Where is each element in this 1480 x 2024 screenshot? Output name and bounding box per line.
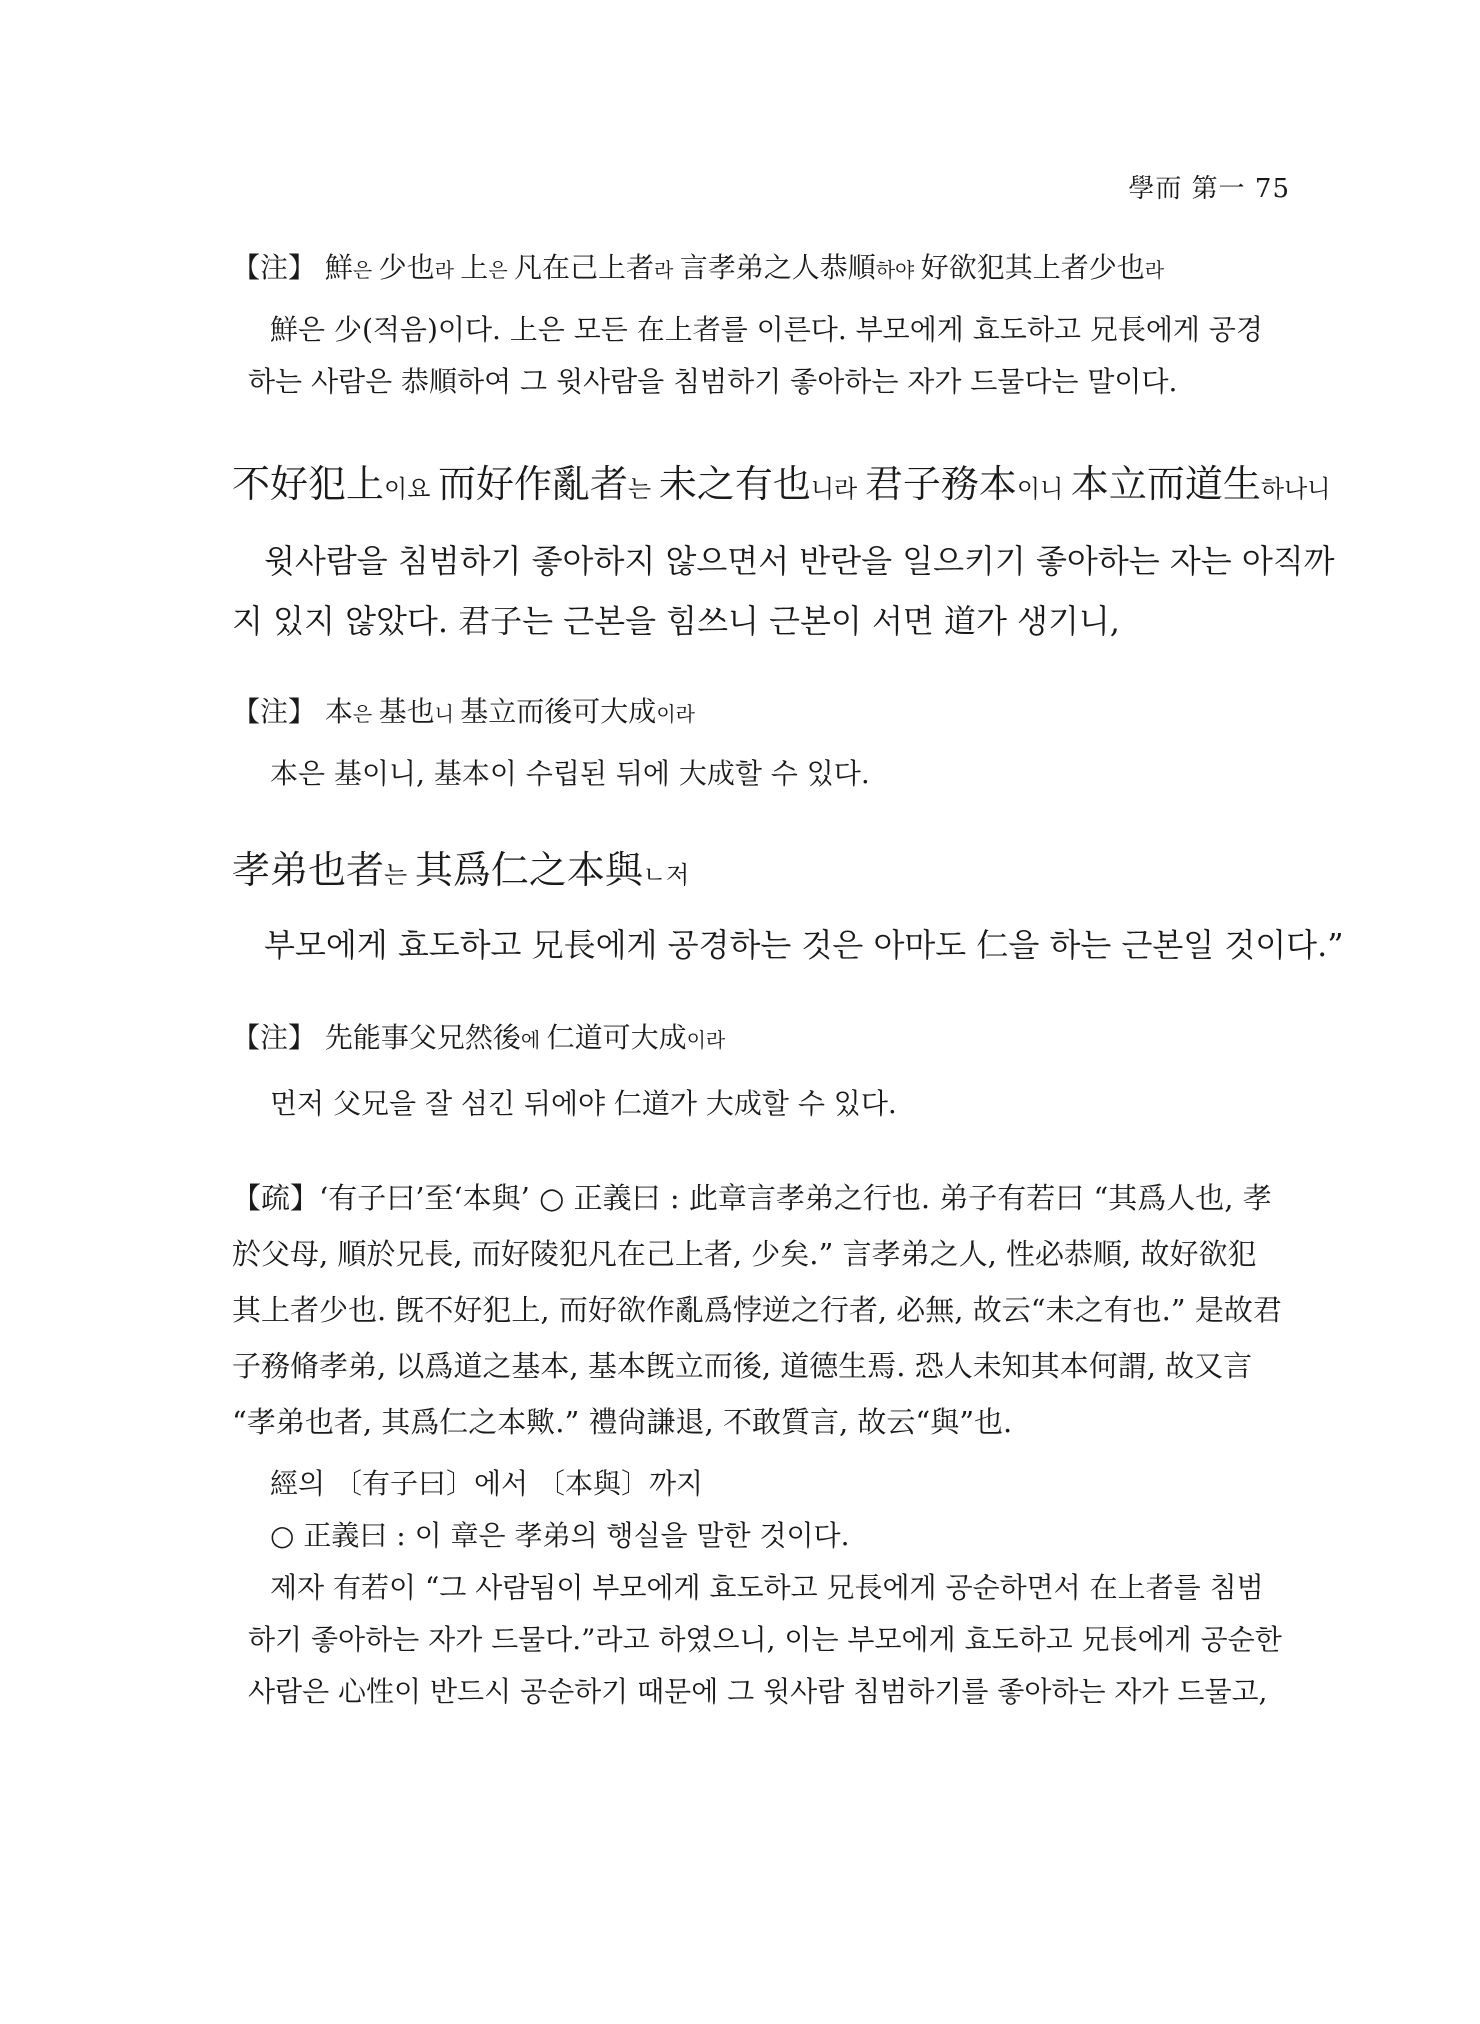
note-translation: 먼저 父兄을 잘 섬긴 뒤에야 仁道가 大成할 수 있다. xyxy=(270,1087,897,1120)
note-section-2 xyxy=(232,692,1292,800)
note-translation: 本은 基이니, 基本이 수립된 뒤에 大成할 수 있다. xyxy=(270,757,870,790)
sub-commentary-translation: 經의 〔有子曰〕에서 〔本與〕까지 ○ 正義曰 : 이 章은 孝弟의 행실을 말한 것이다. 제자 有若이 “그 사람됨이 부모에게 효도하고 兄長에게 공순하면서 在上者를 침범 하기 좋아하는 자가 드물다.”라고 하였으니, 이는 부모에게 효도하고 兄長에게 공순한 사람은 心性이 반드시 공순하기 때문에 그 윗사람 침범하기를 좋아하는 자가 드물고, xyxy=(248,1467,1282,1708)
note-section-3 xyxy=(232,1018,1292,1130)
note-section-1 xyxy=(232,248,1292,408)
sub-commentary-text: 【疏】‘有子曰’至‘本與’ ○ 正義曰 : 此章言孝弟之行也. 弟子有若曰 “其爲人也, 孝 於父母, 順於兄長, 而好陵犯凡在己上者, 少矣.” 言孝弟之人, 性必恭順, 故好欲犯 其上者少也. 旣不好犯上, 而好欲作亂爲悖逆之行者, 必無, 故云“未之有也.” 是故君 子務脩孝弟, 以爲道之基本, 基本旣立而後, 道德生焉. 恐人未知其本何謂, 故又言 “孝弟也者, 其爲仁之本歟.” 禮尙謙退, 不敢質言, 故云“與”也. xyxy=(232,1181,1282,1439)
running-head: 學而 第一 75 xyxy=(1128,174,1290,204)
sub-commentary xyxy=(232,1170,1292,1718)
note-line: 【注】 鮮은 少也라 上은 凡在己上者라 言孝弟之人恭順하야 好欲犯其上者少也라 xyxy=(232,251,1165,284)
classic-translation: 윗사람을 침범하기 좋아하지 않으면서 반란을 일으키기 좋아하는 자는 아직까 지 있지 않았다. 君子는 근본을 힘쓰니 근본이 서면 道가 생기니, xyxy=(232,542,1335,640)
classic-text-line: 孝弟也者는 其爲仁之本與ㄴ저 xyxy=(232,848,690,892)
note-line: 【注】 先能事父兄然後에 仁道可大成이라 xyxy=(232,1021,726,1054)
note-line: 【注】 本은 基也니 基立而後可大成이라 xyxy=(232,695,695,728)
classic-text-line: 不好犯上이요 而好作亂者는 未之有也니라 君子務本이니 本立而道生하나니 xyxy=(232,462,1331,506)
note-translation: 鮮은 少(적음)이다. 上은 모든 在上者를 이른다. 부모에게 효도하고 兄長에게 공경 하는 사람은 恭順하여 그 윗사람을 침범하기 좋아하는 자가 드물다는 말이다. xyxy=(248,313,1263,398)
main-text-1 xyxy=(232,456,1335,651)
classic-translation: 부모에게 효도하고 兄長에게 공경하는 것은 아마도 仁을 하는 근본일 것이다.” xyxy=(264,926,1344,964)
main-text-2 xyxy=(232,842,1344,975)
